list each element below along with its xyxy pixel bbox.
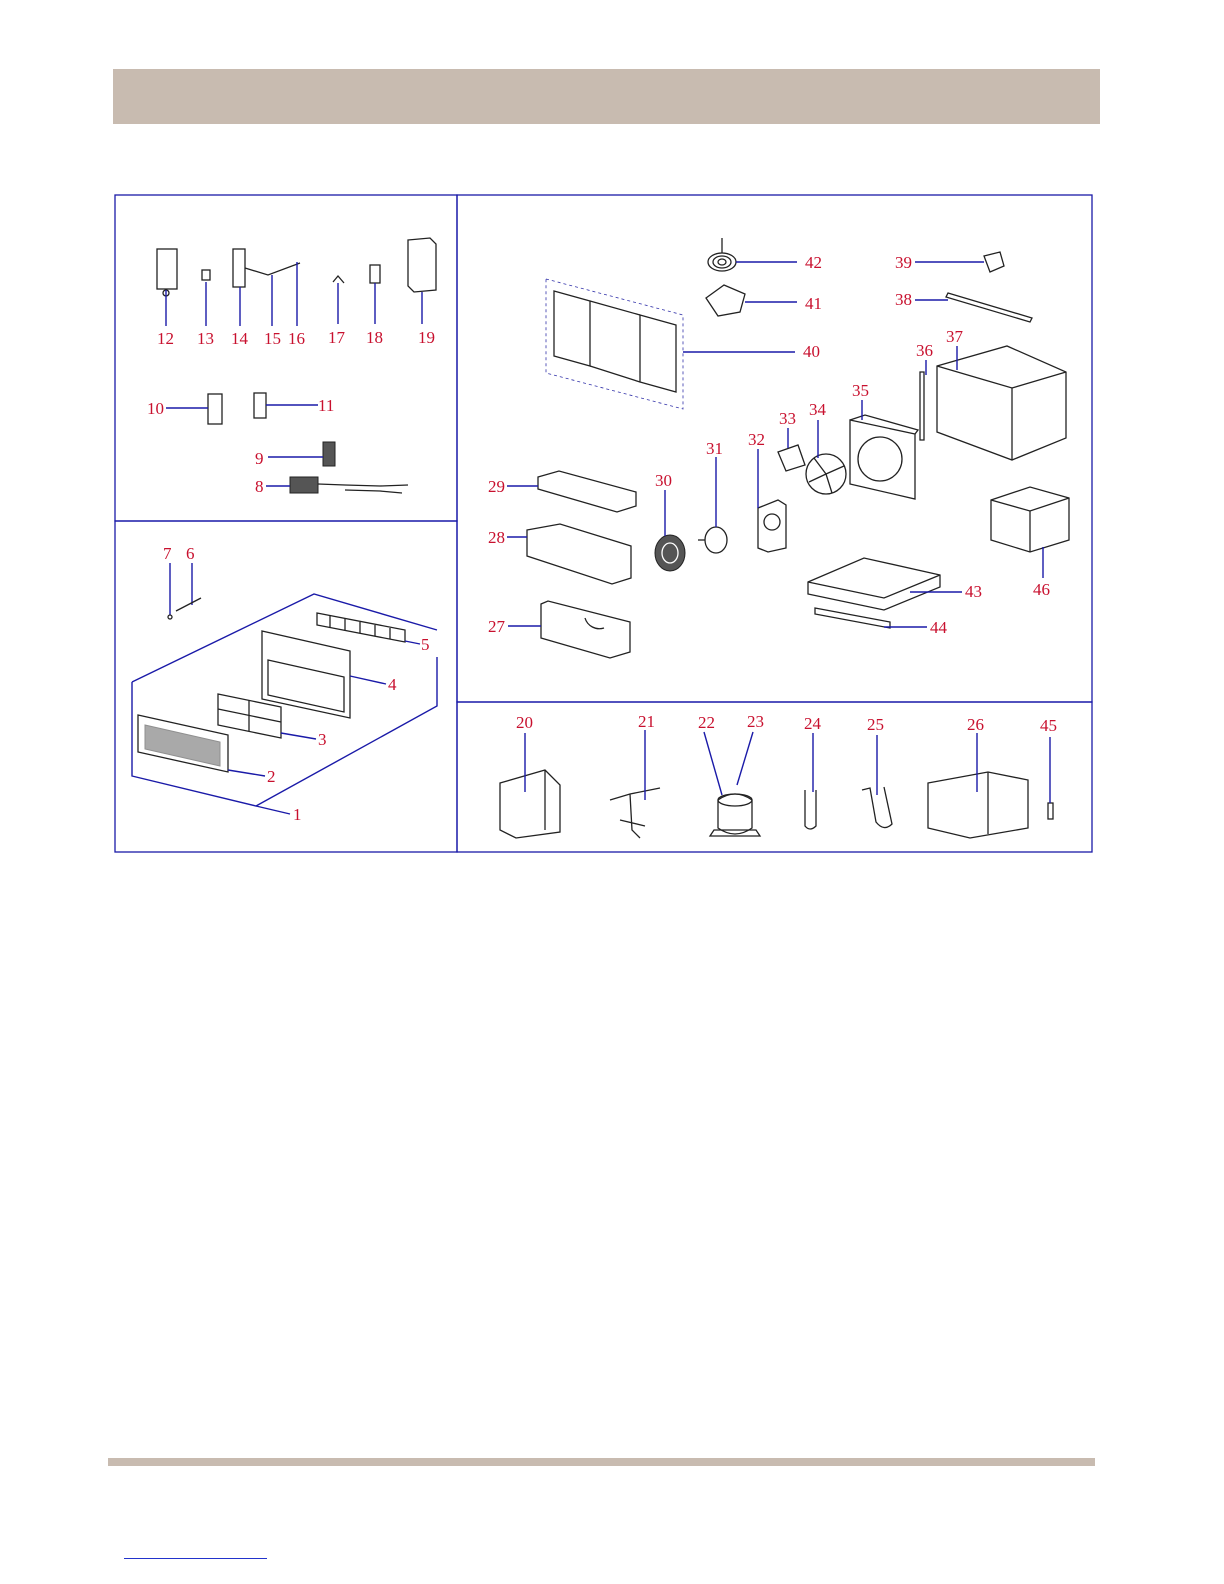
- callout-3: 3: [318, 730, 327, 749]
- callout-24: 24: [804, 714, 821, 733]
- callout-37: 37: [946, 327, 963, 346]
- callout-38: 38: [895, 290, 912, 309]
- callout-18: 18: [366, 328, 383, 347]
- part-14-16-sensor-bracket: [233, 249, 300, 326]
- callout-17: 17: [328, 328, 345, 347]
- part-2-front-grille: [138, 715, 265, 776]
- part-38-seal-strip: [915, 293, 1032, 322]
- callout-1: 1: [293, 805, 302, 824]
- callout-46: 46: [1033, 580, 1050, 599]
- callout-9: 9: [255, 449, 264, 468]
- part-36-side-bar: [920, 360, 926, 440]
- part-27-partition: [508, 601, 630, 658]
- part-44-base-rail: [815, 608, 927, 628]
- part-9-plug-head: [268, 442, 335, 466]
- part-29-top-cover: [507, 471, 636, 512]
- callout-14: 14: [231, 329, 248, 348]
- part-45-sensor-probe: [1048, 737, 1053, 819]
- callout-39: 39: [895, 253, 912, 272]
- part-5-louver: [317, 613, 420, 644]
- part-18-relay: [370, 265, 380, 324]
- part-46-carton: [991, 487, 1069, 578]
- part-40-side-curtains: [546, 279, 795, 409]
- panel-electrical: [115, 195, 457, 521]
- part-31-fan-motor: [698, 457, 727, 553]
- part-43-base-pan: [808, 558, 962, 610]
- callout-32: 32: [748, 430, 765, 449]
- callout-42: 42: [805, 253, 822, 272]
- callout-22: 22: [698, 713, 715, 732]
- part-11-display-cover: [254, 393, 318, 418]
- callout-45: 45: [1040, 716, 1057, 735]
- part-33-motor-mount: [778, 428, 805, 471]
- part-8-power-cord: [266, 477, 408, 493]
- callout-15: 15: [264, 329, 281, 348]
- callout-40: 40: [803, 342, 820, 361]
- part-26-evaporator: [928, 733, 1028, 838]
- part-21-tubing: [610, 730, 660, 838]
- part-3-air-filter: [218, 694, 316, 739]
- callout-33: 33: [779, 409, 796, 428]
- callout-10: 10: [147, 399, 164, 418]
- footer-rule: [124, 1558, 267, 1559]
- part-42-drain-coil: [708, 238, 797, 271]
- callout-41: 41: [805, 294, 822, 313]
- callout-20: 20: [516, 713, 533, 732]
- part-20-condenser-small: [500, 733, 560, 838]
- callout-21: 21: [638, 712, 655, 731]
- part-25-u-tube: [862, 735, 892, 828]
- callout-36: 36: [916, 341, 933, 360]
- footer-band: [108, 1458, 1095, 1466]
- part-13-capacitor: [202, 270, 210, 326]
- part-30-blower-wheel: [655, 490, 685, 571]
- callout-6: 6: [186, 544, 195, 563]
- callout-28: 28: [488, 528, 505, 547]
- callout-8: 8: [255, 477, 264, 496]
- part-39-bracket: [915, 252, 1004, 272]
- part-32-motor-bracket: [758, 449, 786, 552]
- panel-front: [115, 521, 457, 852]
- part-41-screws-pack: [706, 285, 797, 316]
- callout-5: 5: [421, 635, 430, 654]
- callout-7: 7: [163, 544, 172, 563]
- callout-44: 44: [930, 618, 947, 637]
- part-17-sensor: [333, 276, 344, 324]
- callout-35: 35: [852, 381, 869, 400]
- callout-29: 29: [488, 477, 505, 496]
- part-10-display-board: [166, 394, 222, 424]
- callout-34: 34: [809, 400, 826, 419]
- part-6-7-screws-rod: [168, 563, 201, 619]
- callout-16: 16: [288, 329, 305, 348]
- part-4-front-frame: [262, 631, 386, 718]
- callout-2: 2: [267, 767, 276, 786]
- callout-30: 30: [655, 471, 672, 490]
- part-35-shroud: [850, 400, 918, 499]
- callout-26: 26: [967, 715, 984, 734]
- part-24-u-tube: [805, 733, 816, 829]
- part-12-control-board: [157, 249, 177, 326]
- part-37-cabinet: [937, 346, 1066, 460]
- part-22-23-compressor: [704, 732, 760, 836]
- callout-25: 25: [867, 715, 884, 734]
- callout-19: 19: [418, 328, 435, 347]
- callout-11: 11: [318, 396, 335, 415]
- callout-13: 13: [197, 329, 214, 348]
- callout-43: 43: [965, 582, 982, 601]
- callout-12: 12: [157, 329, 174, 348]
- callout-23: 23: [747, 712, 764, 731]
- callout-27: 27: [488, 617, 505, 636]
- part-19-control-box: [408, 238, 436, 324]
- callout-4: 4: [388, 675, 397, 694]
- panel-chassis: [457, 195, 1092, 702]
- part-34-fan-blade: [806, 420, 846, 494]
- callout-31: 31: [706, 439, 723, 458]
- part-28-evaporator-housing: [507, 524, 631, 584]
